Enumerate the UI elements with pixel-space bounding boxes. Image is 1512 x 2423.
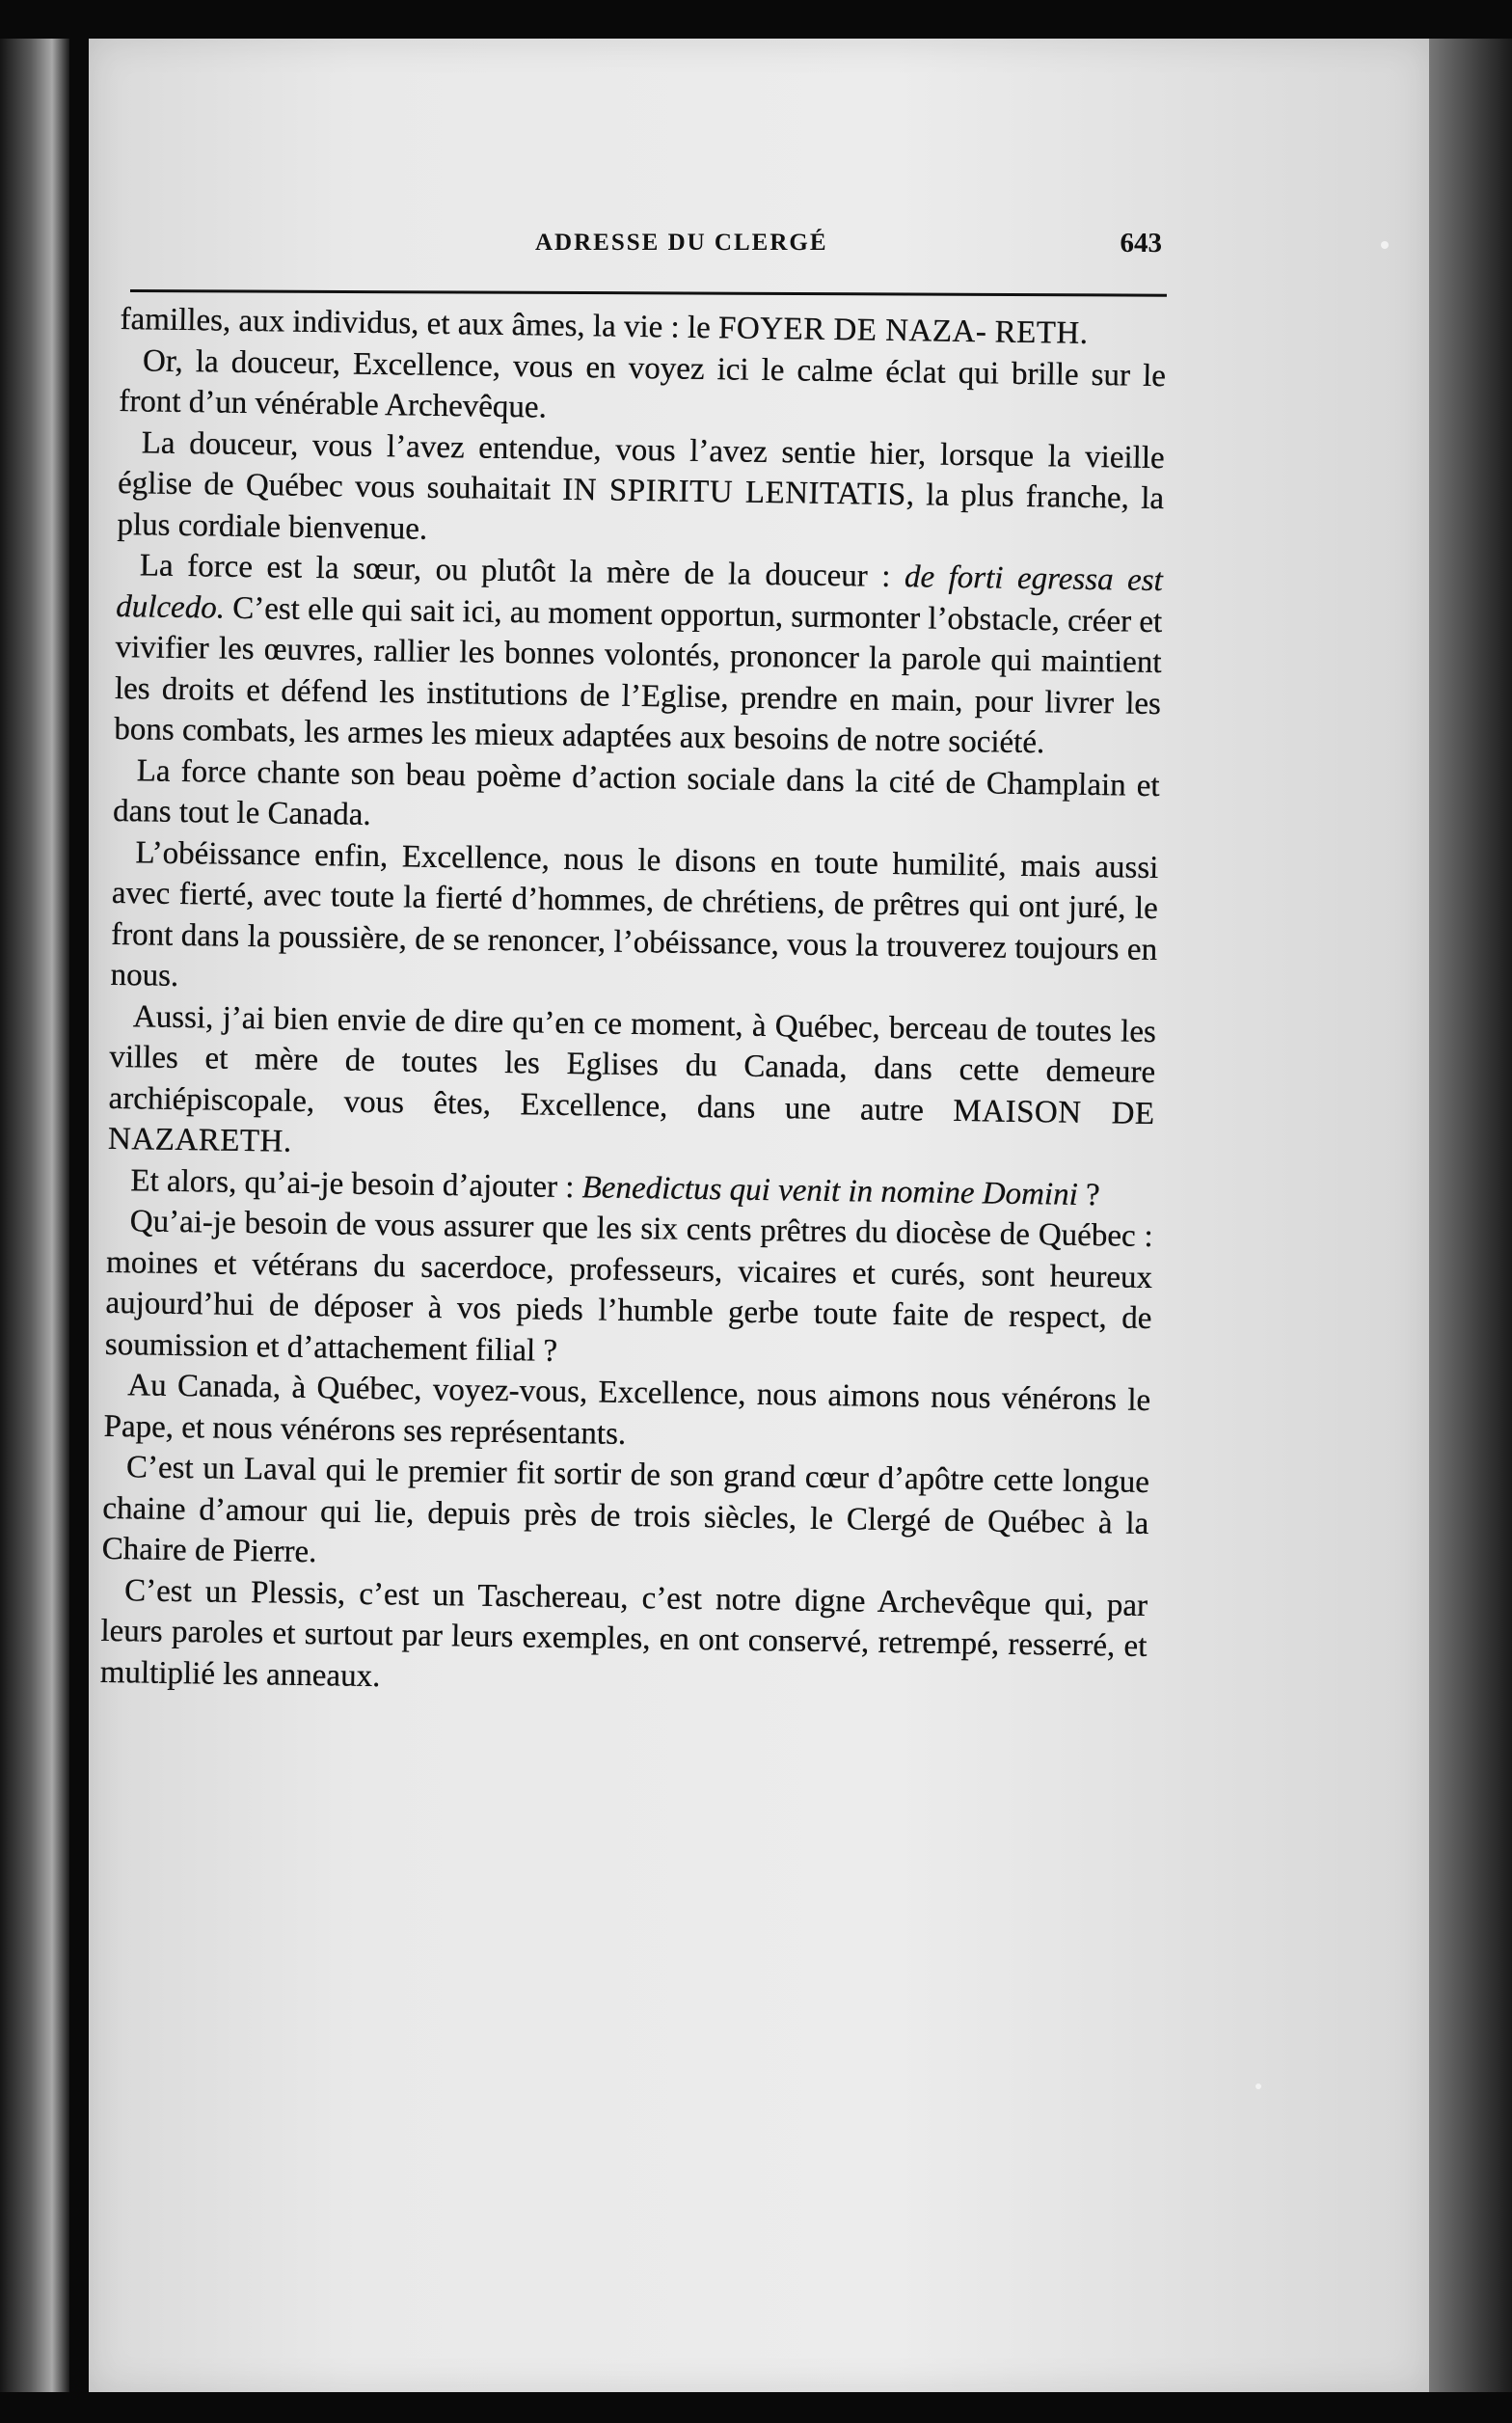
text-run: . bbox=[283, 1124, 292, 1159]
body-text bbox=[100, 299, 1167, 1708]
paragraph bbox=[108, 995, 1156, 1175]
paper-speck bbox=[1381, 241, 1389, 249]
text-run: Aussi, j’ai bien envie de dire qu’en ce moment, à Québec, berceau de toutes les villes et mère de toutes les Eglises du Canada, dans cette demeure archiépiscopale, vous êtes, Excellence, dans une autre bbox=[108, 998, 1157, 1129]
paragraph bbox=[101, 1447, 1149, 1586]
text-run: familles, aux individus, et aux âmes, la vie : le bbox=[120, 301, 719, 346]
text-run: , la plus franche, la plus cordiale bienvenue. bbox=[117, 477, 1165, 547]
text-run: Et alors, qu’ai-je besoin d’ajouter : bbox=[130, 1162, 582, 1205]
paragraph bbox=[100, 1569, 1148, 1708]
small-caps-text: FOYER DE NAZA- bbox=[717, 311, 987, 350]
text-run: Or, la douceur, Excellence, vous en voyez ici le calme éclat qui brille sur le front d’un vénérable Archevêque. bbox=[119, 342, 1167, 425]
running-head: ADRESSE DU CLERGÉ bbox=[535, 230, 828, 256]
italic-text: de forti egressa est dulcedo. bbox=[116, 559, 1164, 626]
paragraph bbox=[105, 1201, 1153, 1380]
paragraph bbox=[117, 422, 1165, 560]
facing-page-edge bbox=[0, 39, 69, 2392]
paragraph bbox=[114, 545, 1163, 766]
paragraph bbox=[113, 749, 1160, 847]
text-run: Qu’ai-je besoin de vous assurer que les six cents prêtres du diocèse de Québec : moines et vétérans du sacerdoce, professeurs, vicaires et curés, sont heureux aujourd’hui de déposer à vos pieds l’humble gerbe toute faite de respect, de soumission et d’attachement filial ? bbox=[104, 1204, 1153, 1369]
paragraph bbox=[119, 340, 1166, 437]
text-run: C’est un Plessis, c’est un Taschereau, c’est notre digne Archevêque qui, par leurs paroles et surtout par leurs exemples, en ont conservé, retrempé, resserré, et multiplié les anneaux. bbox=[99, 1572, 1148, 1694]
text-run: ? bbox=[1077, 1177, 1100, 1212]
text-run: Au Canada, à Québec, voyez-vous, Excellence, nous aimons nous vénérons le Pape, et nous vénérons ses représentants. bbox=[103, 1368, 1151, 1452]
paragraph bbox=[110, 831, 1158, 1011]
small-caps-text: IN SPIRITU LENITATIS bbox=[562, 472, 906, 513]
page-header bbox=[130, 230, 1167, 287]
page-edge-shadow bbox=[1429, 39, 1512, 2392]
text-run: La douceur, vous l’avez entendue, vous l’avez sentie hier, lorsque la vieille église de Québec vous souhaitait bbox=[117, 424, 1165, 507]
text-run: La force chante son beau poème d’action sociale dans la cité de Champlain et dans tout le Canada. bbox=[112, 752, 1160, 832]
page-number: 643 bbox=[1120, 228, 1162, 259]
italic-text: Benedictus qui venit in nomine Domini bbox=[581, 1169, 1079, 1212]
text-run: C’est un Laval qui le premier fit sortir de son grand cœur d’apôtre cette longue chaine d’amour qui lie, depuis près de trois siècles, le Clergé de Québec à la Chaire de Pierre. bbox=[101, 1450, 1150, 1570]
text-run: C’est elle qui sait ici, au moment opportun, surmonter l’obstacle, créer et vivifier les œuvres, rallier les bonnes volontés, prononcer la parole qui maintient les droits et défend les institutions de l’Eglise, prendre en main, pour livrer les bons combats, les armes les mieux adaptées aux besoins de notre société. bbox=[114, 590, 1163, 761]
paragraph bbox=[103, 1365, 1150, 1462]
small-caps-text: MAISON DE NAZARETH bbox=[107, 1093, 1155, 1159]
text-run: La force est la sœur, ou plutôt la mère de la douceur : bbox=[139, 548, 905, 595]
text-run: L’obéissance enfin, Excellence, nous le disons en toute humilité, mais aussi avec fierté, avec toute la fierté d’hommes, de chrétiens, de prêtres qui ont juré, le front dans la poussière, de se renoncer, l’obéissance, vous la trouverez toujours en nous. bbox=[110, 834, 1159, 994]
paper-speck bbox=[1256, 2083, 1261, 2089]
small-caps-text: RETH. bbox=[994, 314, 1089, 351]
